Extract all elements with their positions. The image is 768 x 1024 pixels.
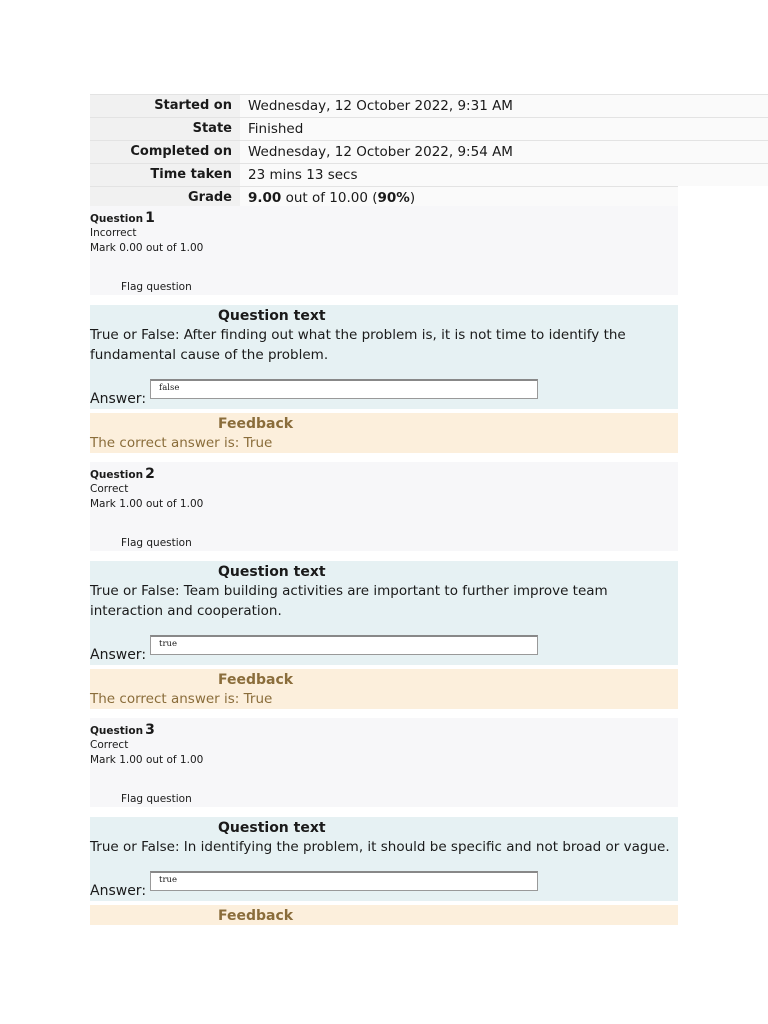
question-text-heading: Question text [218,820,326,836]
attempt-summary-table [90,94,768,210]
feedback-box [90,413,678,453]
question-1 [90,206,678,453]
answer-field[interactable]: false [150,379,538,399]
question-text: True or False: In identifying the problem, it should be specific and not broad or vague. [90,839,670,855]
question-info [90,462,678,551]
answer-row [90,629,678,663]
question-prefix: Question [90,725,144,737]
question-mark: Mark 0.00 out of 1.00 [90,242,204,254]
answer-row [90,865,678,899]
question-prefix: Question [90,469,144,481]
feedback-heading: Feedback [218,416,294,432]
feedback-heading: Feedback [218,672,294,688]
flag-question-link[interactable]: Flag question [121,537,192,549]
flag-question-link[interactable]: Flag question [121,793,192,805]
started-on-value: Wednesday, 12 October 2022, 9:31 AM [240,95,768,117]
question-text-box [90,561,678,665]
question-text-heading: Question text [218,564,326,580]
feedback-text: The correct answer is: True [90,435,273,451]
question-2 [90,462,678,709]
question-mark: Mark 1.00 out of 1.00 [90,754,204,766]
question-info [90,718,678,807]
answer-field[interactable]: true [150,871,538,891]
question-number [90,462,678,482]
summary-row-completed [90,140,768,163]
question-prefix: Question [90,213,144,225]
summary-row-started [90,94,768,117]
answer-label: Answer: [90,647,147,663]
grade-close: ) [409,190,416,206]
question-text-box [90,305,678,409]
question-mark: Mark 1.00 out of 1.00 [90,498,204,510]
time-taken-label: Time taken [90,164,240,186]
grade-label: Grade [90,187,240,209]
question-info [90,206,678,295]
feedback-box [90,669,678,709]
completed-on-label: Completed on [90,141,240,163]
question-3 [90,718,678,925]
summary-row-time [90,163,768,186]
question-state: Correct [90,483,129,495]
time-taken-value: 23 mins 13 secs [240,164,768,186]
question-num: 2 [145,466,155,482]
state-value: Finished [240,118,768,140]
feedback-heading: Feedback [218,908,294,924]
grade-percent: 90% [377,190,410,206]
question-num: 1 [145,210,155,226]
completed-on-value: Wednesday, 12 October 2022, 9:54 AM [240,141,768,163]
question-text: True or False: After finding out what the problem is, it is not time to identify the fundamental cause of the problem. [90,327,626,363]
question-text: True or False: Team building activities are important to further improve team interaction and cooperation. [90,583,608,619]
question-num: 3 [145,722,155,738]
question-state: Correct [90,739,129,751]
feedback-text: The correct answer is: True [90,691,273,707]
grade-score: 9.00 [248,190,282,206]
question-text-heading: Question text [218,308,326,324]
answer-row [90,373,678,407]
feedback-box [90,905,678,925]
question-text-box [90,817,678,901]
question-number [90,206,678,226]
answer-label: Answer: [90,883,147,899]
flag-question-link[interactable]: Flag question [121,281,192,293]
grade-out-of: out of 10.00 ( [281,190,378,206]
answer-label: Answer: [90,391,147,407]
answer-field[interactable]: true [150,635,538,655]
question-number [90,718,678,738]
state-label: State [90,118,240,140]
question-state: Incorrect [90,227,137,239]
summary-row-state [90,117,768,140]
started-on-label: Started on [90,95,240,117]
